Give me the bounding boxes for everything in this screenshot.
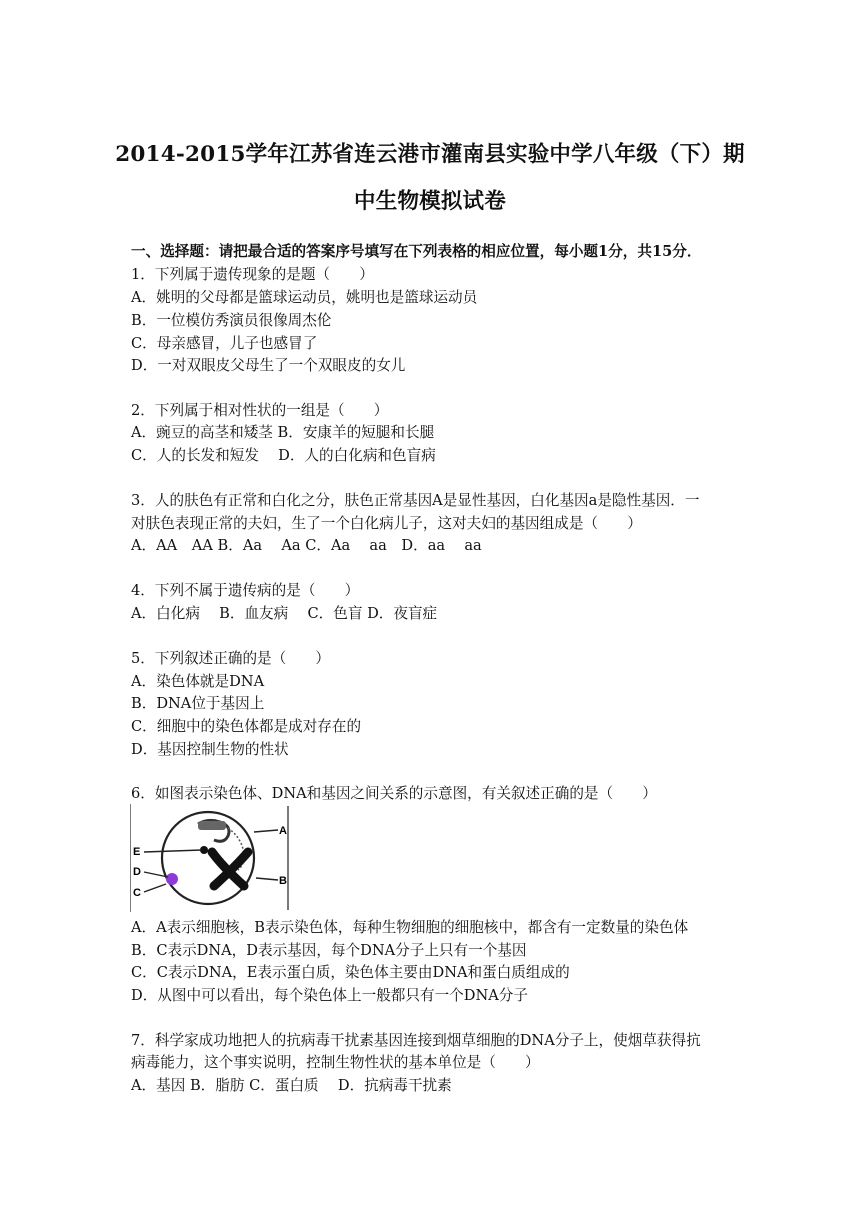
question-6-option-b: B．C表示DNA，D表示基因，每个DNA分子上只有一个基因 xyxy=(131,942,527,959)
question-6-stem: 6．如图表示染色体、DNA和基因之间关系的示意图，有关叙述正确的是（ ） xyxy=(131,785,657,802)
question-7-stem: 7．科学家成功地把人的抗病毒干扰素基因连接到烟草细胞的DNA分子上，使烟草获得抗 xyxy=(131,1032,701,1049)
question-1-stem: 1．下列属于遗传现象的是题（ ） xyxy=(131,266,374,283)
figure-label-a: A xyxy=(279,825,287,837)
question-2-stem: 2．下列属于相对性状的一组是（ ） xyxy=(131,402,389,419)
section-heading: 一、选择题：请把最合适的答案序号填写在下列表格的相应位置，每小题1分，共15分． xyxy=(131,243,702,260)
question-2-options-ab: A．豌豆的高茎和矮茎 B．安康羊的短腿和长腿 xyxy=(131,424,435,441)
question-5-option-b: B．DNA位于基因上 xyxy=(131,695,265,712)
question-1-option-b: B．一位模仿秀演员很像周杰伦 xyxy=(131,312,332,329)
figure-label-c: C xyxy=(133,887,141,899)
question-6-option-a: A．A表示细胞核，B表示染色体，每种生物细胞的细胞核中，都含有一定数量的染色体 xyxy=(131,919,689,936)
question-7-options: A．基因 B．脂肪 C．蛋白质 D．抗病毒干扰素 xyxy=(131,1077,452,1094)
question-3-stem: 3．人的肤色有正常和白化之分，肤色正常基因A是显性基因，白化基因a是隐性基因．一 xyxy=(131,492,700,509)
question-5-option-c: C．细胞中的染色体都是成对存在的 xyxy=(131,718,362,735)
gene-marker xyxy=(166,873,178,885)
question-7-stem-continued: 病毒能力，这个事实说明，控制生物性状的基本单位是（ ） xyxy=(131,1054,540,1071)
question-4-options: A．白化病 B．血友病 C．色盲 D．夜盲症 xyxy=(131,605,438,622)
page-title-line-1: 2014-2015学年江苏省连云港市灌南县实验中学八年级（下）期 xyxy=(115,142,745,167)
question-2-options-cd: C．人的长发和短发 D．人的白化病和色盲病 xyxy=(131,447,436,464)
page-title-line-2: 中生物模拟试卷 xyxy=(354,189,506,214)
figure-label-e: E xyxy=(133,846,141,858)
question-1-option-c: C．母亲感冒，儿子也感冒了 xyxy=(131,335,318,352)
question-1-option-a: A．姚明的父母都是篮球运动员，姚明也是篮球运动员 xyxy=(131,289,478,306)
figure-label-d: D xyxy=(133,866,141,878)
question-4-stem: 4．下列不属于遗传病的是（ ） xyxy=(131,582,360,599)
question-3-stem-continued: 对肤色表现正常的夫妇，生了一个白化病儿子，这对夫妇的基因组成是（ ） xyxy=(131,515,642,532)
question-5-option-a: A．染色体就是DNA xyxy=(131,673,265,690)
question-1-option-d: D．一对双眼皮父母生了一个双眼皮的女儿 xyxy=(131,357,406,374)
question-5-option-d: D．基因控制生物的性状 xyxy=(131,741,289,758)
question-6-option-c: C．C表示DNA，E表示蛋白质，染色体主要由DNA和蛋白质组成的 xyxy=(131,964,570,981)
question-6-option-d: D．从图中可以看出，每个染色体上一般都只有一个DNA分子 xyxy=(131,987,528,1004)
figure-label-b: B xyxy=(279,875,287,887)
question-3-options: A．AA AA B．Aa Aa C．Aa aa D．aa aa xyxy=(131,537,482,554)
question-5-stem: 5．下列叙述正确的是（ ） xyxy=(131,650,331,667)
chromosome-dna-gene-diagram xyxy=(130,804,290,912)
